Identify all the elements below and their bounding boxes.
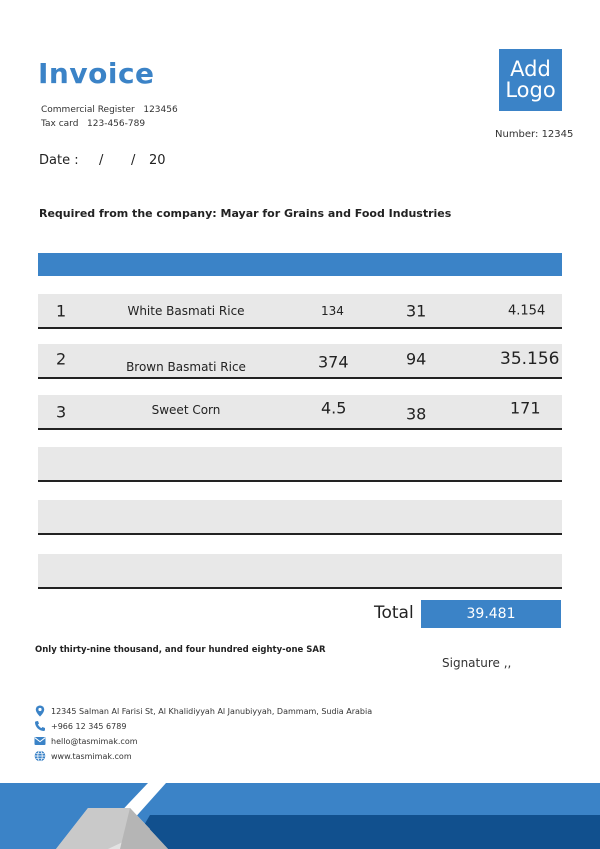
required-from-company: Required from the company: Mayar for Grains and Food Industries <box>39 207 452 220</box>
table-row <box>38 294 562 329</box>
date-separator-2: / <box>131 153 136 168</box>
logo-line-1: Add <box>510 57 551 81</box>
row-price: 94 <box>406 349 427 369</box>
date-year: 20 <box>149 153 166 168</box>
row-description: Sweet Corn <box>151 402 221 417</box>
table-row <box>38 500 562 535</box>
table-header-bar <box>38 253 562 276</box>
contact-address <box>34 705 372 717</box>
row-quantity: 4.5 <box>321 398 347 418</box>
tax-card <box>41 119 145 129</box>
phone-icon <box>34 720 46 732</box>
row-number: 1 <box>56 301 67 320</box>
email-text[interactable]: hello@tasmimak.com <box>51 736 138 746</box>
total-in-words: Only thirty-nine thousand, and four hundred eighty-one SAR <box>35 645 326 655</box>
contact-website <box>34 750 132 762</box>
globe-icon <box>34 750 46 762</box>
signature-label: Signature ,, <box>442 656 512 670</box>
row-quantity: 134 <box>321 303 344 318</box>
invoice-number <box>495 129 573 140</box>
date-label: Date : <box>39 153 79 168</box>
commercial-register-value: 123456 <box>143 105 178 115</box>
number-label: Number: <box>495 129 539 140</box>
tax-card-value: 123-456-789 <box>87 119 146 129</box>
tax-card-label: Tax card <box>41 119 79 129</box>
row-number: 2 <box>56 349 67 369</box>
row-total: 35.156 <box>500 348 560 369</box>
number-value: 12345 <box>541 129 574 140</box>
commercial-register-label: Commercial Register <box>41 105 135 115</box>
row-quantity: 374 <box>318 352 349 372</box>
phone-text: +966 12 345 6789 <box>51 721 127 731</box>
footer-decoration <box>0 783 600 849</box>
table-row <box>38 554 562 589</box>
row-total: 171 <box>510 398 541 418</box>
total-value: 39.481 <box>421 600 561 628</box>
logo-placeholder <box>499 49 562 111</box>
commercial-register <box>41 105 178 115</box>
location-pin-icon <box>34 705 46 717</box>
logo-line-2: Logo <box>505 78 556 102</box>
table-row <box>38 344 562 379</box>
contact-phone <box>34 720 126 732</box>
row-price: 38 <box>406 404 427 424</box>
row-description: Brown Basmati Rice <box>126 359 246 374</box>
contact-email <box>34 735 138 747</box>
table-row <box>38 395 562 430</box>
date-separator-1: / <box>99 153 104 168</box>
table-row <box>38 447 562 482</box>
invoice-title: Invoice <box>38 57 155 90</box>
address-text: 12345 Salman Al Farisi St, Al Khalidiyyah Al Janubiyyah, Dammam, Sudia Arabia <box>51 706 373 716</box>
row-number: 3 <box>56 402 67 421</box>
row-price: 31 <box>406 301 427 320</box>
website-text[interactable]: www.tasmimak.com <box>51 751 132 761</box>
row-description: White Basmati Rice <box>127 303 245 318</box>
mail-icon <box>34 735 46 747</box>
row-total: 4.154 <box>508 303 546 318</box>
total-label: Total <box>374 603 414 623</box>
